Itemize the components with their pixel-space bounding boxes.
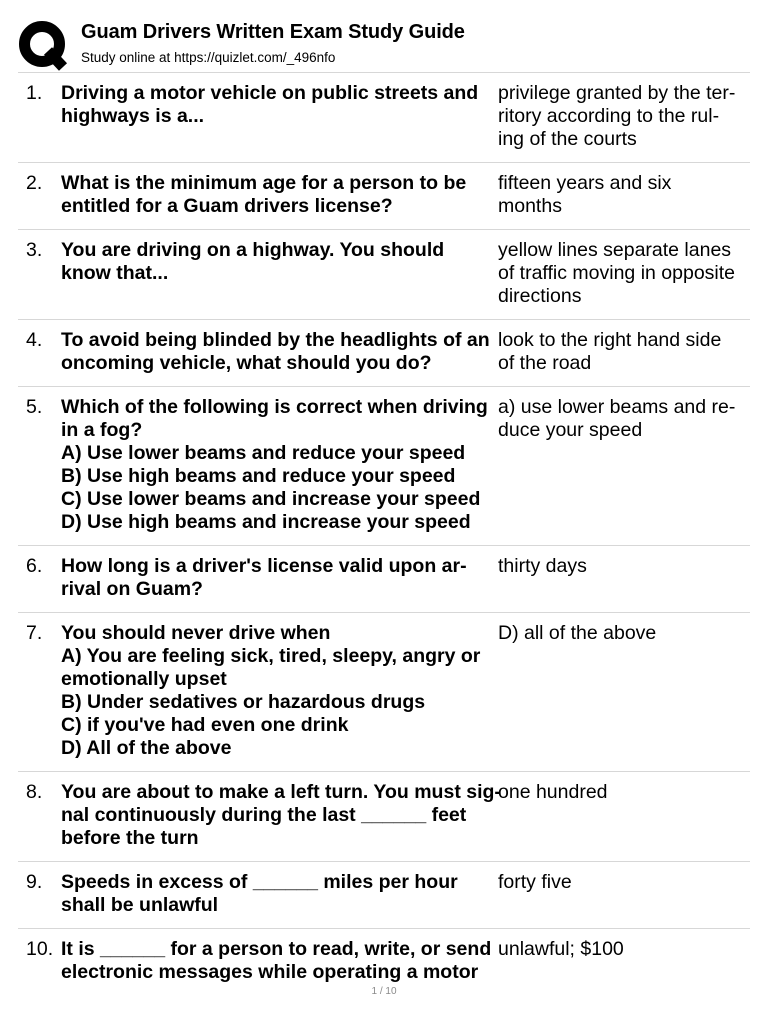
question-number: 3. (26, 239, 43, 261)
question-number: 8. (26, 781, 43, 803)
question-text (61, 239, 498, 308)
question-row (18, 771, 750, 861)
answer-text (498, 938, 750, 984)
question-number: 5. (26, 396, 43, 418)
answer-line: fifteen years and six (498, 172, 672, 194)
question-row (18, 545, 750, 612)
question-line: oncoming vehicle, what should you do? (61, 352, 432, 374)
question-text (61, 329, 498, 375)
question-number: 10. (26, 938, 54, 960)
question-number: 2. (26, 172, 43, 194)
question-line: What is the minimum age for a person to be (61, 172, 467, 194)
question-line: nal continuously during the last ______ feet (61, 804, 467, 826)
question-line: know that... (61, 262, 169, 284)
question-line: You are driving on a highway. You should (61, 239, 445, 261)
answer-line: ritory according to the rul- (498, 105, 720, 127)
question-number: 7. (26, 622, 43, 644)
answer-line: forty five (498, 871, 572, 893)
question-line: D) All of the above (61, 737, 232, 759)
answer-line: D) all of the above (498, 622, 657, 644)
answer-text (498, 871, 750, 917)
question-line: A) Use lower beams and reduce your speed (61, 442, 466, 464)
question-number: 9. (26, 871, 43, 893)
question-text (61, 781, 501, 850)
answer-text (498, 239, 750, 308)
question-line: electronic messages while operating a motor (61, 961, 479, 983)
question-line: emotionally upset (61, 668, 227, 690)
question-line: B) Use high beams and reduce your speed (61, 465, 456, 487)
answer-line: look to the right hand side (498, 329, 722, 351)
question-list (18, 72, 750, 995)
question-line: You should never drive when (61, 622, 331, 644)
answer-text (498, 82, 750, 151)
question-row (18, 229, 750, 319)
quizlet-logo-icon (18, 20, 70, 72)
question-line: highways is a... (61, 105, 205, 127)
page-title: Guam Drivers Written Exam Study Guide (81, 21, 465, 43)
question-row (18, 162, 750, 229)
page-number: 1 / 10 (371, 986, 397, 997)
question-text (61, 938, 498, 984)
question-line: B) Under sedatives or hazardous drugs (61, 691, 426, 713)
answer-line: duce your speed (498, 419, 643, 441)
question-line: Speeds in excess of ______ miles per hour (61, 871, 458, 893)
answer-line: months (498, 195, 562, 217)
answer-text (498, 329, 750, 375)
question-row (18, 928, 750, 995)
question-text (61, 555, 498, 601)
question-text (61, 871, 498, 917)
question-row (18, 72, 750, 162)
answer-text (498, 172, 750, 218)
answer-line: one hundred (498, 781, 608, 803)
question-text (61, 622, 498, 760)
answer-line: of the road (498, 352, 592, 374)
answer-line: yellow lines separate lanes (498, 239, 732, 261)
answer-line: ing of the courts (498, 128, 637, 150)
study-online-link[interactable]: Study online at https://quizlet.com/_496nfo (81, 50, 336, 65)
question-line: It is ______ for a person to read, write, or send (61, 938, 492, 960)
question-line: Driving a motor vehicle on public streets and (61, 82, 479, 104)
question-line: shall be unlawful (61, 894, 219, 916)
page-header (18, 18, 758, 70)
answer-line: a) use lower beams and re- (498, 396, 736, 418)
question-row (18, 612, 750, 771)
question-number: 4. (26, 329, 43, 351)
answer-text (498, 781, 750, 850)
question-line: Which of the following is correct when driving (61, 396, 488, 418)
question-line: C) Use lower beams and increase your speed (61, 488, 481, 510)
answer-text (498, 555, 750, 601)
question-row (18, 861, 750, 928)
question-line: in a fog? (61, 419, 143, 441)
question-line: To avoid being blinded by the headlights of an (61, 329, 490, 351)
question-text (61, 396, 498, 534)
question-line: A) You are feeling sick, tired, sleepy, angry or (61, 645, 481, 667)
question-line: before the turn (61, 827, 199, 849)
question-line: You are about to make a left turn. You must sig- (61, 781, 501, 803)
answer-line: of traffic moving in opposite (498, 262, 736, 284)
question-text (61, 82, 498, 151)
answer-line: directions (498, 285, 582, 307)
question-line: C) if you've had even one drink (61, 714, 349, 736)
question-line: rival on Guam? (61, 578, 203, 600)
answer-line: privilege granted by the ter- (498, 82, 736, 104)
answer-line: thirty days (498, 555, 587, 577)
question-number: 6. (26, 555, 43, 577)
question-line: entitled for a Guam drivers license? (61, 195, 393, 217)
question-text (61, 172, 498, 218)
answer-line: unlawful; $100 (498, 938, 624, 960)
question-line: How long is a driver's license valid upon ar- (61, 555, 467, 577)
answer-text (498, 396, 750, 534)
question-number: 1. (26, 82, 43, 104)
question-row (18, 319, 750, 386)
question-line: D) Use high beams and increase your speed (61, 511, 471, 533)
question-row (18, 386, 750, 545)
answer-text (498, 622, 750, 760)
